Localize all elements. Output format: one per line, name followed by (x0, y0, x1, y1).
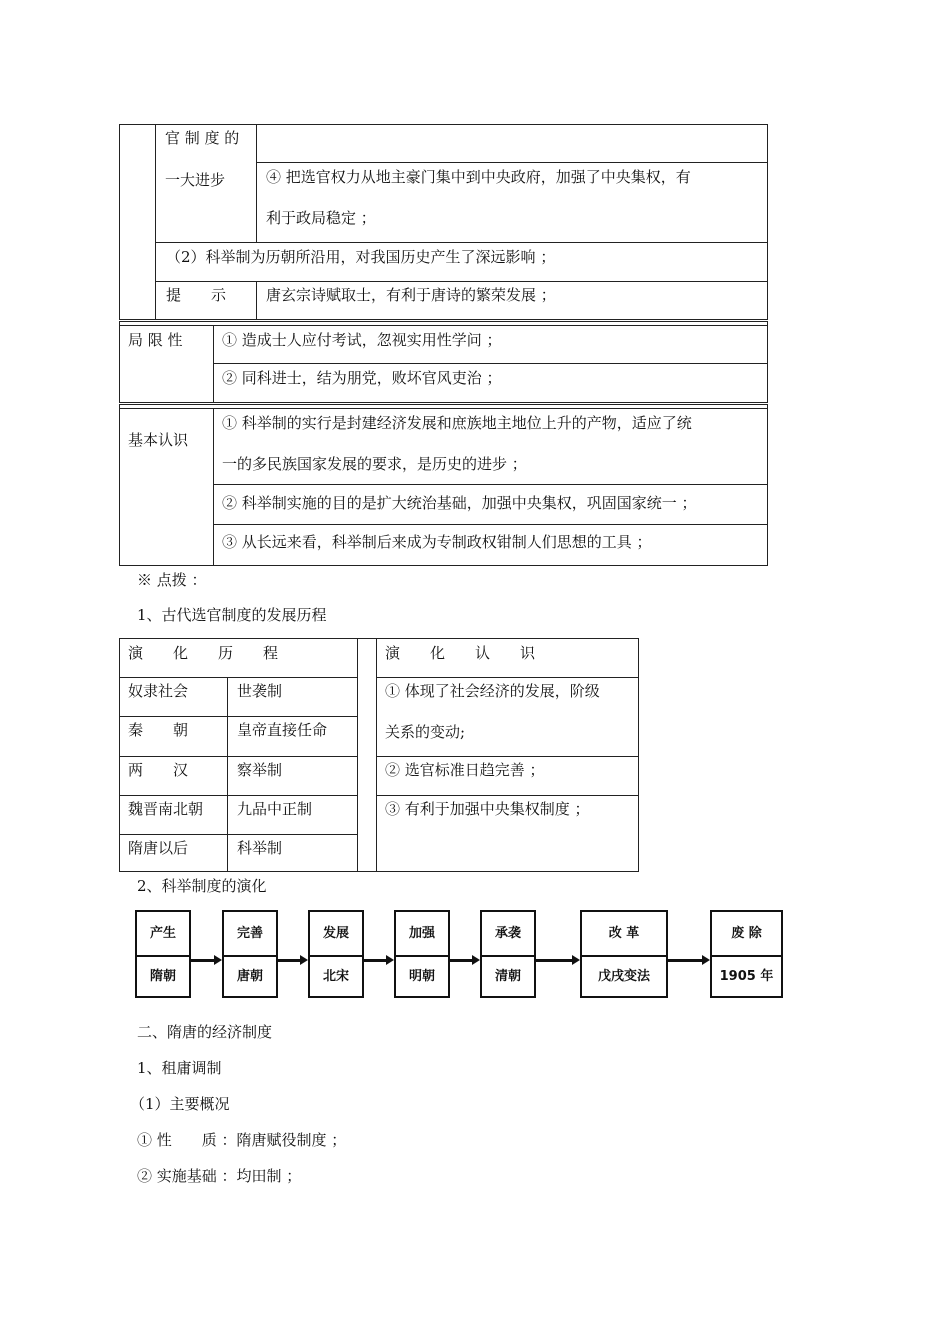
flow-era: 唐朝 (236, 969, 263, 984)
row-label: 一大进步 (165, 171, 226, 189)
hint-text: 唐玄宗诗赋取士，有利于唐诗的繁荣发展 ； (266, 286, 556, 304)
system-cell: 世袭制 (237, 682, 283, 700)
system-cell: 察举制 (237, 761, 283, 779)
cell-text: ④ 把选官权力从地主豪门集中到中央政府，加强了中央集权，有 (266, 168, 691, 186)
flow-stage: 承袭 (482, 912, 534, 957)
flow-stage: 产生 (137, 912, 189, 957)
flow-stage: 发展 (310, 912, 362, 957)
list-item: ① 造成士人应付考试，忽视实用性学问 ； (222, 331, 502, 349)
flow-box (480, 910, 536, 998)
flow-arrow (364, 959, 387, 962)
evolution-table (119, 638, 639, 872)
flow-arrow (536, 959, 573, 962)
flow-era: 隋朝 (149, 969, 176, 984)
flow-era: 清朝 (494, 969, 521, 984)
flow-stage: 废 除 (712, 912, 781, 957)
hint-label: 提 示 (166, 286, 227, 304)
row-label: 官 制 度 的 (165, 129, 240, 147)
body-line: ② 实施基础 ：均田制 ； (137, 1167, 302, 1185)
list-item: ② 同科进士，结为朋党，败坏官风吏治 ； (222, 369, 502, 387)
flow-stage: 完善 (224, 912, 276, 957)
cell-text: （2）科举制为历朝所沿用，对我国历史产生了深远影响 ； (166, 248, 556, 266)
flow-stage: 改 革 (582, 912, 666, 957)
subsection-title: 1、租庸调制 (137, 1059, 222, 1077)
subsection-title: （1）主要概况 (130, 1095, 230, 1113)
table-header: 演 化 历 程 (128, 644, 279, 662)
flow-box (394, 910, 450, 998)
flow-era: 戊戌变法 (597, 969, 650, 984)
flow-era: 北宋 (322, 969, 349, 984)
body-line: ① 性 质 ：隋唐赋役制度 ； (137, 1131, 347, 1149)
system-cell: 科举制 (237, 839, 283, 857)
flow-era: 明朝 (408, 969, 435, 984)
cell-text: 利于政局稳定 ； (266, 209, 376, 227)
era-cell: 两 汉 (128, 761, 189, 779)
era-cell: 秦 朝 (128, 721, 189, 739)
era-cell: 奴隶社会 (128, 682, 189, 700)
flow-stage: 加强 (396, 912, 448, 957)
section-title: 2、科举制度的演化 (137, 877, 267, 895)
flow-box (308, 910, 364, 998)
tip-heading: ※ 点拨 ： (137, 571, 207, 589)
flow-arrow (450, 959, 473, 962)
limitations-label: 局 限 性 (128, 331, 183, 349)
flow-box (580, 910, 668, 998)
era-cell: 隋唐以后 (128, 839, 189, 857)
section-title: 1、古代选官制度的发展历程 (137, 606, 327, 624)
system-cell: 九品中正制 (237, 800, 313, 818)
table-header: 演 化 认 识 (385, 644, 536, 662)
flow-arrow (191, 959, 215, 962)
section-title: 二、隋唐的经济制度 (137, 1023, 273, 1041)
insight-cell: 关系的变动; (385, 723, 466, 741)
flow-box (135, 910, 191, 998)
insight-cell: ① 体现了社会经济的发展，阶级 (385, 682, 600, 700)
flow-box (222, 910, 278, 998)
flow-arrow (668, 959, 703, 962)
list-item: ③ 从长远来看，科举制后来成为专制政权钳制人们思想的工具 ； (222, 533, 652, 551)
flow-arrow (278, 959, 301, 962)
flow-box (710, 910, 783, 998)
insight-cell: ③ 有利于加强中央集权制度 ； (385, 800, 590, 818)
system-cell: 皇帝直接任命 (237, 721, 328, 739)
list-item: ② 科举制实施的目的是扩大统治基础，加强中央集权，巩固国家统一 ； (222, 494, 697, 512)
list-item: ① 科举制的实行是封建经济发展和庶族地主地位上升的产物，适应了统 (222, 414, 692, 432)
list-item: 一的多民族国家发展的要求，是历史的进步 ； (222, 455, 527, 473)
flow-era: 1905 年 (719, 969, 774, 984)
era-cell: 魏晋南北朝 (128, 800, 204, 818)
insight-cell: ② 选官标准日趋完善 ； (385, 761, 545, 779)
understanding-label: 基本认识 (128, 431, 189, 449)
